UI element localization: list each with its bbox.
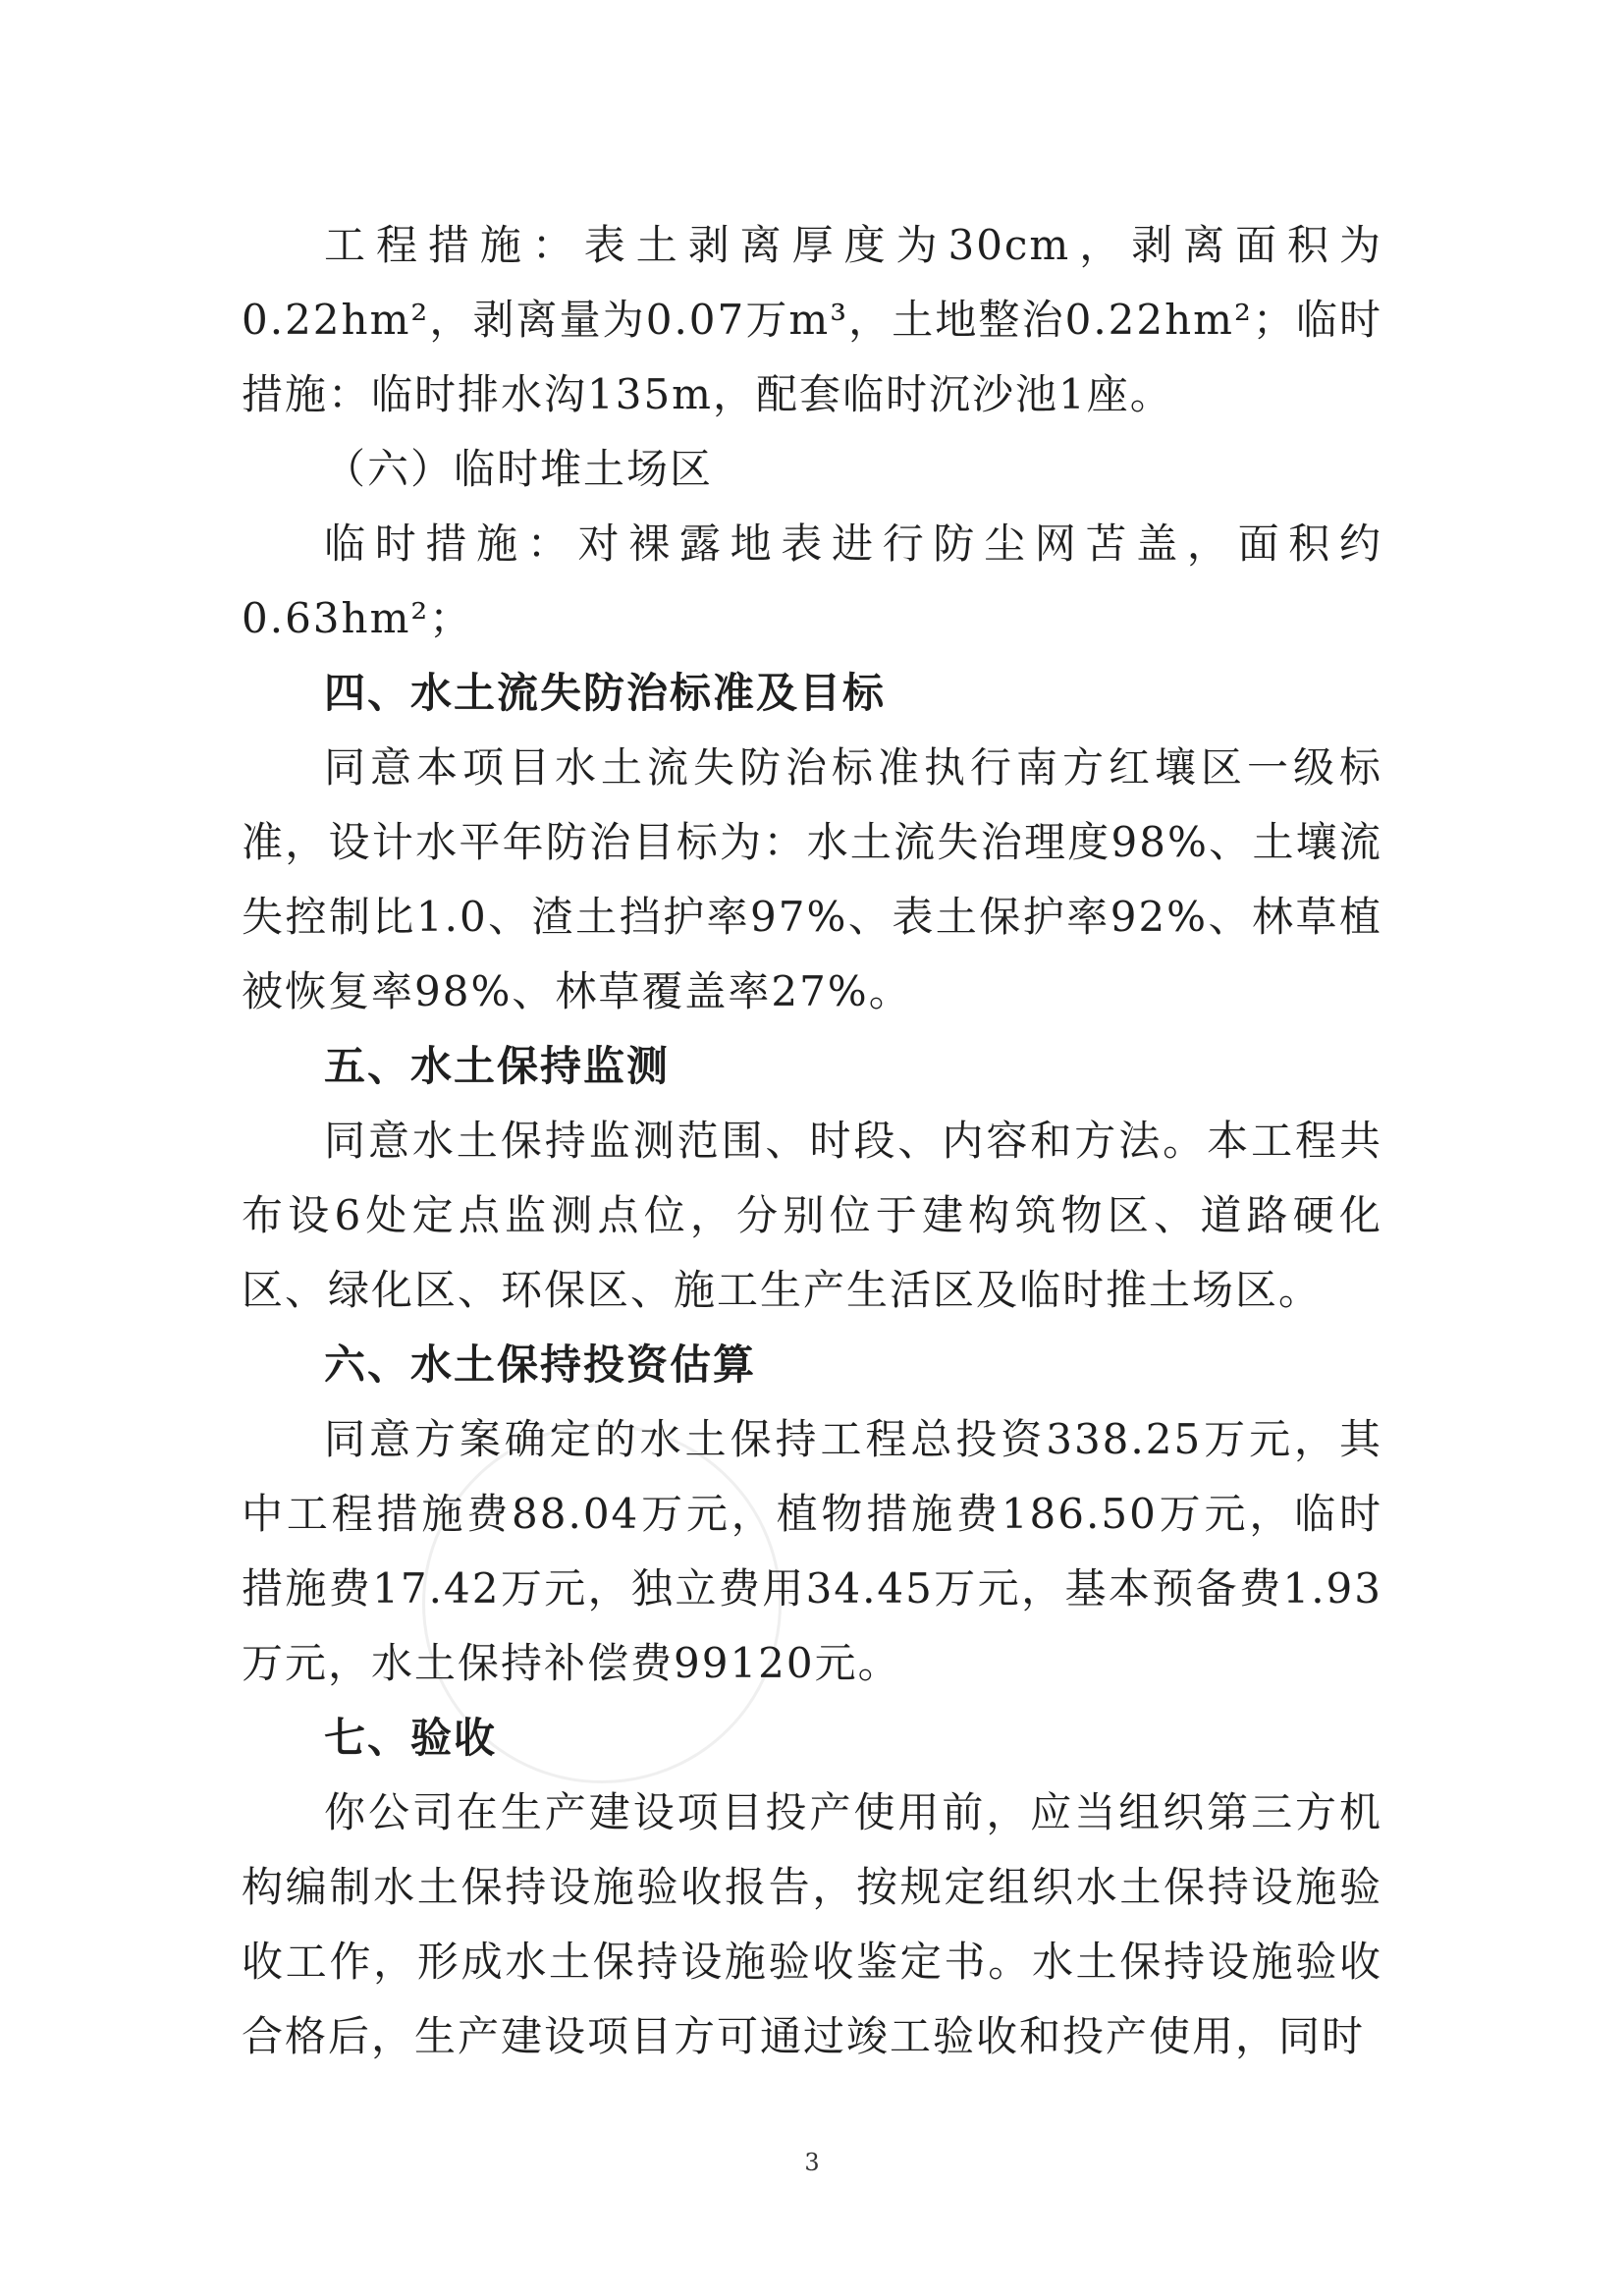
subheading-temporary-soil-stockpile: （六）临时堆土场区 <box>324 445 714 493</box>
paragraph-temporary-measures: 临时措施：对裸露地表进行防尘网苫盖，面积约0.63hm²； <box>242 519 1382 642</box>
heading-section-5: 五、水土保持监测 <box>324 1042 671 1090</box>
paragraph-engineering-measures: 工程措施：表土剥离厚度为30cm，剥离面积为0.22hm²，剥离量为0.07万m³，土地整治0.22hm²；临时措施：临时排水沟135m，配套临时沉沙池1座。 <box>242 221 1382 418</box>
paragraph-investment: 同意方案确定的水土保持工程总投资338.25万元，其中工程措施费88.04万元，植物措施费186.50万元，临时措施费17.42万元，独立费用34.45万元，基本预备费1.93万元，水土保持补偿费99120元。 <box>242 1415 1382 1687</box>
heading-section-7: 七、验收 <box>324 1714 498 1762</box>
document-body <box>242 208 1382 2074</box>
paragraph-monitoring: 同意水土保持监测范围、时段、内容和方法。本工程共布设6处定点监测点位，分别位于建构筑物区、道路硬化区、绿化区、环保区、施工生产生活区及临时推土场区。 <box>242 1117 1382 1314</box>
paragraph-acceptance: 你公司在生产建设项目投产使用前，应当组织第三方机构编制水土保持设施验收报告，按规定组织水土保持设施验收工作，形成水土保持设施验收鉴定书。水土保持设施验收合格后，生产建设项目方可通过竣工验收和投产使用，同时 <box>242 1788 1382 2060</box>
heading-section-6: 六、水土保持投资估算 <box>324 1340 757 1389</box>
paragraph-prevention-targets: 同意本项目水土流失防治标准执行南方红壤区一级标准，设计水平年防治目标为：水土流失治理度98%、土壤流失控制比1.0、渣土挡护率97%、表土保护率92%、林草植被恢复率98%、林草覆盖率27%。 <box>242 743 1382 1015</box>
page-number: 3 <box>804 2149 820 2176</box>
heading-section-4: 四、水土流失防治标准及目标 <box>324 669 887 717</box>
